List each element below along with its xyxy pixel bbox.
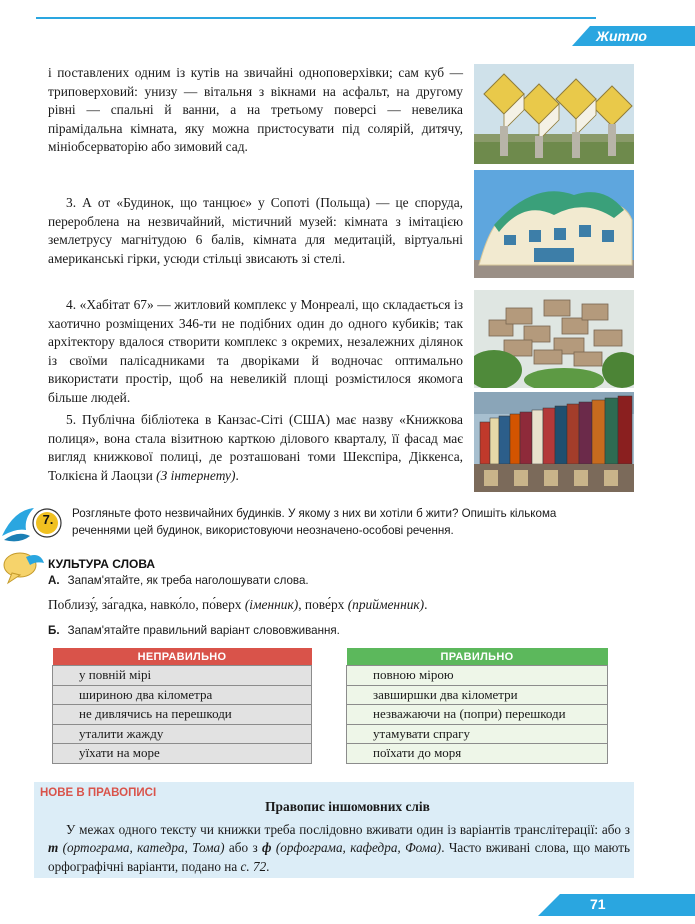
accent-note-preposition: (прийменник): [347, 597, 425, 612]
rule-letter-f: ф: [262, 840, 272, 856]
rule-text-part: У межах одного тексту чи книжки треба послідовно вживати один із варіантів транслітерації: або з: [66, 822, 630, 837]
speech-bubble-icon: [0, 547, 46, 591]
table-row: [347, 705, 608, 725]
table-row: [347, 724, 608, 744]
rule-text-part: . Часто вживані слова, що мають орфографічні варіанти, подано на: [48, 840, 630, 874]
chapter-title: Житло: [596, 28, 647, 44]
task-number: 7.: [42, 512, 54, 527]
table-row: [347, 744, 608, 764]
rule-example-t: (ортограма, катедра, Тома): [58, 840, 225, 856]
label-b: Б.: [48, 624, 60, 637]
accent-separator: , пове́рх: [298, 597, 345, 612]
table-row: [53, 724, 312, 744]
rule-title: Правопис іншомовних слів: [265, 799, 430, 814]
incorrect-usage-table: [52, 648, 312, 764]
table-row: [53, 666, 312, 686]
library-text: 5. Публічна бібліотека в Канзас-Сіті (США) має назву «Книжкова полиця», вона стала візитною карткою ділового кварталу, її фасад має вигляд книжкової полиці, де розташовані томи Шекспіра, Діккенса, Толкієна й Лаоцзи: [48, 412, 463, 483]
rule-example-f: (орфограма, кафедра, Фома): [271, 840, 442, 856]
instruction-a: [48, 574, 309, 587]
incorrect-cell: уїхати на море: [53, 744, 312, 764]
correct-cell: незважаючи на (попри) перешкоди: [347, 705, 608, 725]
accent-end: .: [424, 597, 428, 612]
habitat-67-photo: [474, 290, 634, 388]
correct-cell: поїхати до моря: [347, 744, 608, 764]
incorrect-cell: шириною два кілометра: [53, 685, 312, 705]
library-end: .: [235, 467, 239, 483]
label-a: А.: [48, 574, 60, 587]
correct-cell: завширшки два кілометри: [347, 685, 608, 705]
rule-label: НОВЕ В ПРАВОПИСІ: [40, 787, 157, 799]
incorrect-cell: у повній мірі: [53, 666, 312, 686]
instruction-b-text: Запам'ятайте правильний варіант слововживання.: [67, 624, 340, 637]
accent-list: Поблизу́, за́гадка, навко́ло, по́верх: [48, 597, 242, 612]
incorrect-cell: не дивлячись на перешкоди: [53, 705, 312, 725]
correct-usage-table: [346, 648, 608, 764]
instruction-b: [48, 624, 340, 637]
accent-note-noun: (іменник): [244, 597, 299, 612]
paragraph-cube-houses: і поставлених одним із кутів на звичайні одноповерхівки; сам куб — триповерховий: унизу — вітальня з вікнами на асфальт, на другому рівні — спальні й ванни, а на третьому поверсі — невелика пірамідальна кімната, яку можна пристосувати під солярій, дитячу, мініобсерваторію або зимовий сад.: [48, 65, 463, 155]
page-number: 71: [590, 896, 606, 912]
accent-words: [48, 597, 428, 613]
table-row: [347, 666, 608, 686]
incorrect-header: НЕПРАВИЛЬНО: [53, 648, 312, 666]
header-rule: [36, 17, 596, 19]
table-row: [53, 685, 312, 705]
rule-text-part: .: [266, 858, 270, 874]
library-photo: [474, 392, 634, 492]
page-reference: с. 72: [240, 858, 267, 874]
rule-letter-t: т: [48, 840, 59, 856]
table-row: [53, 744, 312, 764]
instruction-a-text: Запам'ятайте, як треба наголошувати слова.: [67, 574, 309, 587]
section-heading: КУЛЬТУРА СЛОВА: [48, 557, 156, 571]
source-note: (З інтернету): [156, 467, 236, 483]
rule-text-part: або з: [224, 840, 263, 856]
correct-header: ПРАВИЛЬНО: [347, 648, 608, 666]
paragraph-dancing-house: 3. А от «Будинок, що танцює» у Сопоті (Польща) — це споруда, перероблена на незвичайний, містичний музей: кімната з імітацією землетрусу магнітудою 6 балів, кімната для медитацій, віртуальні американські гірки, усюди стільці звисають зі стелі.: [48, 195, 463, 266]
cube-houses-photo: [474, 64, 634, 164]
paragraph-habitat-67: 4. «Хабітат 67» — житловий комплекс у Монреалі, що складається із хаотично розміщених 346-ти не подібних один до одного кубиків; так архітектору вдалося створити комплекс з окремих, незалежних ділянок із своїми палісадниками та дворіками й водночас оптимально використати простір, щоб на невеликій площі розмістилося якомога більше людей.: [48, 297, 463, 405]
correct-cell: утамувати спрагу: [347, 724, 608, 744]
table-row: [53, 705, 312, 725]
task-text: Розгляньте фото незвичайних будинків. У якому з них ви хотіли б жити? Опишіть кількома реченнями цей будинок, використовуючи неозначено-особові речення.: [72, 507, 557, 537]
correct-cell: повною мірою: [347, 666, 608, 686]
table-row: [347, 685, 608, 705]
rule-text: [48, 821, 630, 876]
page-number-band: [560, 894, 695, 916]
dancing-house-photo: [474, 170, 634, 278]
incorrect-cell: уталити жажду: [53, 724, 312, 744]
paragraph-library: [48, 411, 463, 485]
